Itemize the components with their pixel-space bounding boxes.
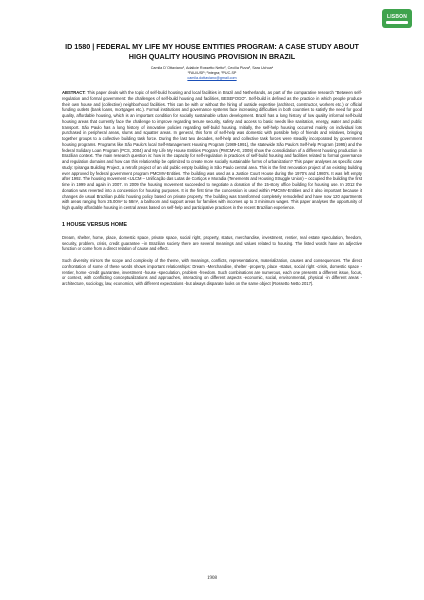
authors-line: Camila D´Ottaviano¹, Adalicie Rossetto Netto², Cecília Pizza³, Sara Uchoa⁴ xyxy=(150,66,274,70)
conference-logo xyxy=(382,9,412,28)
abstract-label: ABSTRACT: xyxy=(62,90,86,95)
body-paragraph-1: Dream, shelter, home, place, domestic space, private space, social right, property, status, merchandise, investment, rentier, real estate speculation, freedom, security, problem, crisis, credit guarantee −in Brazilian society there are several meanings and values related to housing. The listed words have an adjective function or come from a direct relation of cause and effect. xyxy=(62,234,362,252)
paper-body xyxy=(62,42,362,291)
logo-text: LISBON xyxy=(386,13,408,20)
author-email-link[interactable]: camila.dottaviano@gmail.com xyxy=(187,76,237,80)
logo-bar xyxy=(386,21,408,24)
abstract-text: This paper deals with the topic of self-build housing and local facilities in Brazil and Netherlands, as part of the comparative research "Between self-regulation and formal government: the challenges of self-build housing and facilities, BESEFOGO". Self-build is defined as the practice in which people produce their own house and (collective) neighborhood facilities. This can be with or without the hiring of outside expertise (architect, constructor, workers etc.) or official funding outlets (bank loans, mortgages etc.). Formal institutions and governance systems face increasing difficulties in both countries to satisfy the need for good quality, affordable housing, which is an important condition for socially sustainable urban development. Brazil has a long history of low quality informal self-build housing areas that currently face the challenge to improve regarding tenure security, safety and access to basic needs like sanitation, energy, water and public transport. São Paulo has a long history of innovative policies regarding self-build housing. Initially, the self-help housing occurred mainly on individual lots purchased in peripheral areas, slums and squatter areas. In general, this form of self-help was domestic with possible help of friends and relatives, bringing together groups to a collective building task force. During the last two decades, self-help and collective task forces were steadily incorporated by government housing programs. Programs like São Paulo's local Self-Management Housing Program (1989-1991), the statewide São Paulo's Self-help Program (1995) and the federal Solidary Loan Program (PCS, 2004) and My Life My House Entities Program (PMCMV-E, 2009) show the consolidation of a different housing production in Brazilian context. The main research question is: how is the capacity for self-regulation in practices of self-build housing and facilities related to formal governance and regulation domains and how can this relationship be optimized to create more socially sustainable forms of urbanization? This paper analyses as specific case study: Ipiranga Building Project, a retrofit project of an old public empty building in São Paulo central area. This is the first renovation project of an existing building ever approved by federal government program PMCMV-Entities. The building was used as a Justice Court House during the 1970's and 1980's. It was left empty after 1992. The housing movement «ULCM – Unificação das Lutas de Cortiços e Moradia (Tenements and Housing Struggle Union) – occupied the building the first time in 1999 and again in 2007. In 2009 the housing movement succeeded to negotiate a donation of the 15-story office building for housing use. In 2012 the donation was reverted into a concession for housing purposes. It is the first time the concession is used within PMCMV-Entities and it also important because it changes de usual Brazilian public housing policy based on private property. The building was transformed completely remodelled and have now 120 apartments with areas ranging from 25.00m² to 58m², a ballroom and support areas for families with incomes up to 3 minimum wages. This paper analyses the opportunity of high quality affordable housing in central areas based on self-help and participative practices in the recent Brazilian experience. xyxy=(62,90,362,210)
page-number: 1908 xyxy=(207,576,217,581)
author-block xyxy=(62,66,362,81)
paper-title: ID 1580 | FEDERAL MY LIFE MY HOUSE ENTITIES PROGRAM: A CASE STUDY ABOUT HIGH QUALITY HOUSING PROVISION IN BRAZIL xyxy=(65,42,359,61)
section-heading: 1 HOUSE VERSUS HOME xyxy=(62,221,128,228)
body-paragraph-2: Such diversity mirrors the scope and complexity of the theme, with meanings, conflicts, representations, materialization, causes and consequences. The direct confrontation of some of these words shows important relationships: Dream -Merchandise, shelter -property, place -status, social right -crisis, domestic space -rentier, home -credit guarantee, investment -house -speculation, problem -freedom. Such combinations are numerous, each one presents a different issue, focus, or context, with conflicting conceptualizations and approaches, interacting on different aspects -economic, social, environmental, physical -in different areas -architecture, sociology, law, economics, with different expectations -but always disparate looks on the same object (Rossetto Netto 2017). xyxy=(62,258,362,286)
affiliations-line: ¹FAU/USP; ²integra; ³PUC-SP xyxy=(187,71,237,75)
abstract-paragraph xyxy=(62,90,362,211)
